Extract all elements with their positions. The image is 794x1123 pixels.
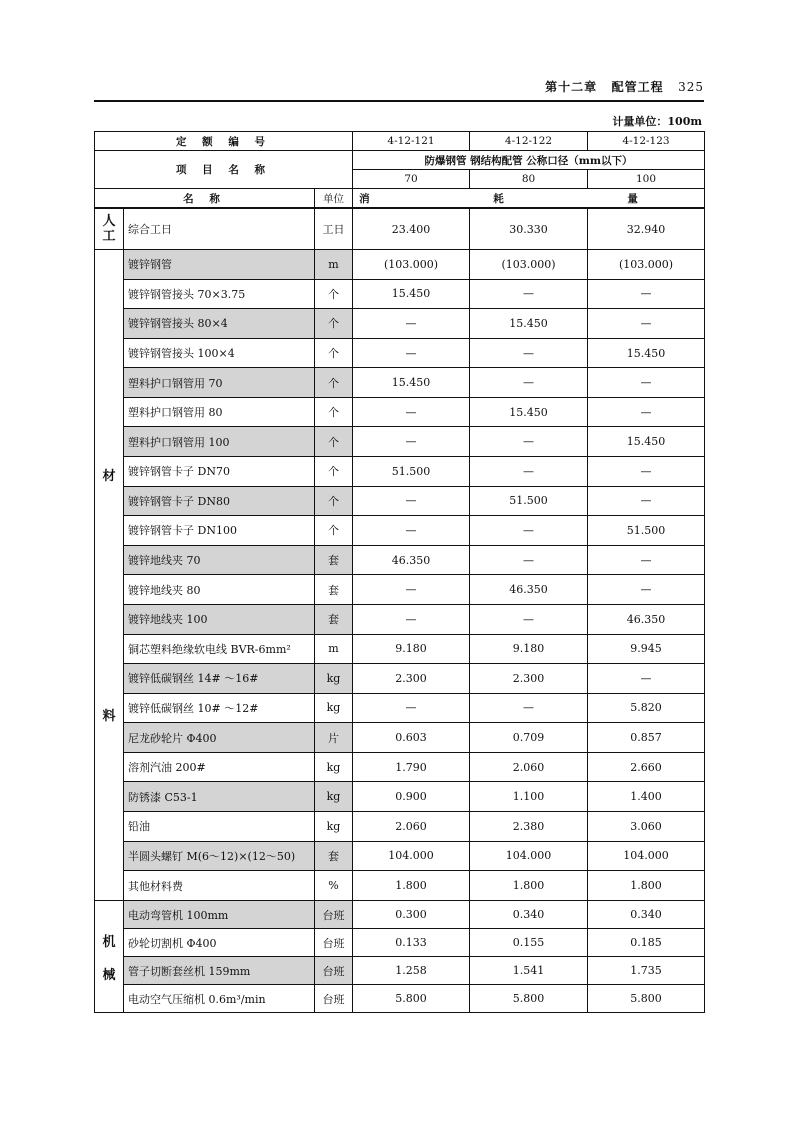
value-cell: — [470, 516, 588, 546]
value-cell: 104.000 [353, 841, 470, 871]
value-cell: — [470, 279, 588, 309]
item-unit: 台班 [315, 957, 353, 985]
value-cell: 0.340 [470, 901, 588, 929]
machinery-category [95, 901, 124, 1013]
value-cell: 1.541 [470, 957, 588, 985]
unit-label: 计量单位：100m [612, 115, 702, 128]
item-name: 塑料护口钢管用 100 [124, 427, 315, 457]
value-cell: — [353, 427, 470, 457]
materials-row [95, 693, 705, 723]
value-cell: — [470, 368, 588, 398]
item-name: 防锈漆 C53-1 [124, 782, 315, 812]
value-cell: — [588, 368, 705, 398]
page-header [94, 72, 704, 102]
value-cell: 2.060 [470, 752, 588, 782]
item-unit: 个 [315, 279, 353, 309]
size-cell: 70 [353, 170, 470, 189]
size-cell: 100 [588, 170, 705, 189]
value-cell: — [470, 693, 588, 723]
materials-category-top: 材 [102, 469, 116, 484]
value-cell: — [588, 545, 705, 575]
value-cell: — [588, 397, 705, 427]
item-unit: 个 [315, 309, 353, 339]
value-cell: 104.000 [588, 841, 705, 871]
section-label: 配管工程 [611, 80, 664, 94]
value-cell: — [353, 693, 470, 723]
item-description: 防爆钢管 钢结构配管 公称口径（mm以下） [353, 151, 705, 170]
materials-row [95, 368, 705, 398]
materials-row [95, 457, 705, 487]
materials-row [95, 723, 705, 753]
item-label: 项 目 名 称 [95, 151, 353, 189]
labor-row [95, 208, 705, 250]
value-cell: 0.185 [588, 929, 705, 957]
item-name: 镀锌钢管卡子 DN70 [124, 457, 315, 487]
materials-row [95, 279, 705, 309]
item-unit: 套 [315, 604, 353, 634]
value-cell: 5.820 [588, 693, 705, 723]
name-column-header: 名 称 [95, 189, 315, 209]
value-cell: 46.350 [588, 604, 705, 634]
item-name: 电动空气压缩机 0.6m³/min [124, 985, 315, 1013]
value-cell: 104.000 [470, 841, 588, 871]
code-cell: 4-12-121 [353, 132, 470, 151]
code-row [95, 132, 705, 151]
value-cell: — [353, 575, 470, 605]
item-unit: 片 [315, 723, 353, 753]
item-name: 铅油 [124, 811, 315, 841]
value-cell: — [353, 309, 470, 339]
item-unit: 套 [315, 841, 353, 871]
value-cell: — [470, 427, 588, 457]
item-name: 镀锌钢管接头 70×3.75 [124, 279, 315, 309]
item-name: 镀锌低碳钢丝 10# ～12# [124, 693, 315, 723]
value-cell: 1.258 [353, 957, 470, 985]
value-cell: 2.300 [470, 664, 588, 694]
value-cell: 5.800 [588, 985, 705, 1013]
item-name: 塑料护口钢管用 80 [124, 397, 315, 427]
value-cell: 2.660 [588, 752, 705, 782]
item-unit: 个 [315, 368, 353, 398]
item-unit: 个 [315, 457, 353, 487]
code-cell: 4-12-122 [470, 132, 588, 151]
item-unit: 个 [315, 397, 353, 427]
item-name: 砂轮切割机 Φ400 [124, 929, 315, 957]
value-cell: — [588, 457, 705, 487]
chapter-label: 第十二章 [545, 80, 598, 94]
value-cell: 2.380 [470, 811, 588, 841]
value-cell: 46.350 [470, 575, 588, 605]
value-cell: 23.400 [353, 208, 470, 250]
item-unit: 个 [315, 486, 353, 516]
item-name: 镀锌钢管卡子 DN80 [124, 486, 315, 516]
value-cell: 3.060 [588, 811, 705, 841]
materials-row [95, 664, 705, 694]
materials-row [95, 634, 705, 664]
materials-row [95, 338, 705, 368]
value-cell: 1.400 [588, 782, 705, 812]
value-cell: 9.180 [470, 634, 588, 664]
item-unit: kg [315, 811, 353, 841]
item-name: 镀锌低碳钢丝 14# ～16# [124, 664, 315, 694]
item-name: 镀锌钢管接头 100×4 [124, 338, 315, 368]
materials-row [95, 782, 705, 812]
item-name: 管子切断套丝机 159mm [124, 957, 315, 985]
value-cell: 0.300 [353, 901, 470, 929]
item-unit: kg [315, 752, 353, 782]
value-cell: — [588, 664, 705, 694]
value-cell: 32.940 [588, 208, 705, 250]
machinery-row [95, 985, 705, 1013]
value-cell: 1.800 [470, 871, 588, 901]
value-cell: 15.450 [470, 309, 588, 339]
item-name: 其他材料费 [124, 871, 315, 901]
labor-category [95, 208, 124, 250]
materials-row [95, 871, 705, 901]
item-unit: m [315, 250, 353, 280]
consumption-header: 消 耗 量 [353, 189, 705, 209]
value-cell: 9.180 [353, 634, 470, 664]
materials-row [95, 486, 705, 516]
labor-category-label: 人工 [102, 214, 116, 244]
value-cell: 1.100 [470, 782, 588, 812]
value-cell: — [353, 486, 470, 516]
value-cell: 0.603 [353, 723, 470, 753]
item-unit: 个 [315, 516, 353, 546]
materials-row [95, 811, 705, 841]
value-cell: 46.350 [353, 545, 470, 575]
value-cell: 1.800 [588, 871, 705, 901]
item-unit: 个 [315, 338, 353, 368]
item-unit: kg [315, 782, 353, 812]
materials-row [95, 575, 705, 605]
value-cell: 2.060 [353, 811, 470, 841]
page-number: 325 [678, 80, 704, 94]
item-name: 电动弯管机 100mm [124, 901, 315, 929]
value-cell: — [588, 486, 705, 516]
materials-row [95, 250, 705, 280]
value-cell: 15.450 [353, 279, 470, 309]
value-cell: 5.800 [470, 985, 588, 1013]
value-cell: (103.000) [588, 250, 705, 280]
value-cell: — [588, 279, 705, 309]
item-unit: 套 [315, 545, 353, 575]
item-name: 镀锌地线夹 70 [124, 545, 315, 575]
value-cell: — [588, 575, 705, 605]
item-name: 铜芯塑料绝缘软电线 BVR-6mm² [124, 634, 315, 664]
value-cell: — [470, 604, 588, 634]
value-cell: (103.000) [470, 250, 588, 280]
value-cell: 51.500 [470, 486, 588, 516]
column-header-row [95, 189, 705, 209]
item-unit: 套 [315, 575, 353, 605]
item-name: 镀锌地线夹 80 [124, 575, 315, 605]
item-name: 综合工日 [124, 208, 315, 250]
code-label: 定 额 编 号 [95, 132, 353, 151]
value-cell: 1.800 [353, 871, 470, 901]
item-unit: 台班 [315, 985, 353, 1013]
item-unit: % [315, 871, 353, 901]
materials-category-labels [95, 250, 123, 900]
value-cell: 0.900 [353, 782, 470, 812]
machinery-category-bottom: 械 [102, 967, 116, 983]
item-name: 塑料护口钢管用 70 [124, 368, 315, 398]
machinery-category-top: 机 [102, 934, 116, 950]
machinery-row [95, 929, 705, 957]
materials-row [95, 604, 705, 634]
value-cell: 1.790 [353, 752, 470, 782]
value-cell: 15.450 [588, 427, 705, 457]
value-cell: (103.000) [353, 250, 470, 280]
value-cell: — [470, 545, 588, 575]
value-cell: 15.450 [470, 397, 588, 427]
value-cell: 30.330 [470, 208, 588, 250]
value-cell: — [353, 338, 470, 368]
value-cell: 15.450 [588, 338, 705, 368]
quota-table [94, 131, 705, 1013]
materials-row [95, 427, 705, 457]
item-unit: 台班 [315, 929, 353, 957]
item-name: 镀锌地线夹 100 [124, 604, 315, 634]
item-unit: 个 [315, 427, 353, 457]
value-cell: 0.133 [353, 929, 470, 957]
value-cell: — [353, 397, 470, 427]
materials-row [95, 309, 705, 339]
item-unit: kg [315, 664, 353, 694]
machinery-row [95, 901, 705, 929]
value-cell: 51.500 [588, 516, 705, 546]
value-cell: — [470, 338, 588, 368]
value-cell: 0.857 [588, 723, 705, 753]
value-cell: — [470, 457, 588, 487]
materials-category-bottom: 料 [102, 709, 116, 724]
code-cell: 4-12-123 [588, 132, 705, 151]
materials-row [95, 841, 705, 871]
materials-row [95, 397, 705, 427]
value-cell: — [588, 309, 705, 339]
item-name: 半圆头螺钉 M(6～12)×(12～50) [124, 841, 315, 871]
materials-row [95, 752, 705, 782]
chapter-title [545, 78, 704, 95]
machinery-row [95, 957, 705, 985]
item-name: 尼龙砂轮片 Φ400 [124, 723, 315, 753]
value-cell: 0.155 [470, 929, 588, 957]
value-cell: — [353, 516, 470, 546]
value-cell: 1.735 [588, 957, 705, 985]
value-cell: 51.500 [353, 457, 470, 487]
item-name: 镀锌钢管 [124, 250, 315, 280]
item-name: 镀锌钢管卡子 DN100 [124, 516, 315, 546]
item-name: 镀锌钢管接头 80×4 [124, 309, 315, 339]
desc-row [95, 151, 705, 170]
value-cell: 0.340 [588, 901, 705, 929]
value-cell: 9.945 [588, 634, 705, 664]
materials-row [95, 545, 705, 575]
value-cell: 15.450 [353, 368, 470, 398]
value-cell: — [353, 604, 470, 634]
unit-column-header: 单位 [315, 189, 353, 209]
item-unit: 台班 [315, 901, 353, 929]
materials-row [95, 516, 705, 546]
value-cell: 5.800 [353, 985, 470, 1013]
item-unit: 工日 [315, 208, 353, 250]
materials-category [95, 250, 124, 901]
item-name: 溶剂汽油 200# [124, 752, 315, 782]
item-unit: kg [315, 693, 353, 723]
value-cell: 2.300 [353, 664, 470, 694]
item-unit: m [315, 634, 353, 664]
value-cell: 0.709 [470, 723, 588, 753]
size-cell: 80 [470, 170, 588, 189]
